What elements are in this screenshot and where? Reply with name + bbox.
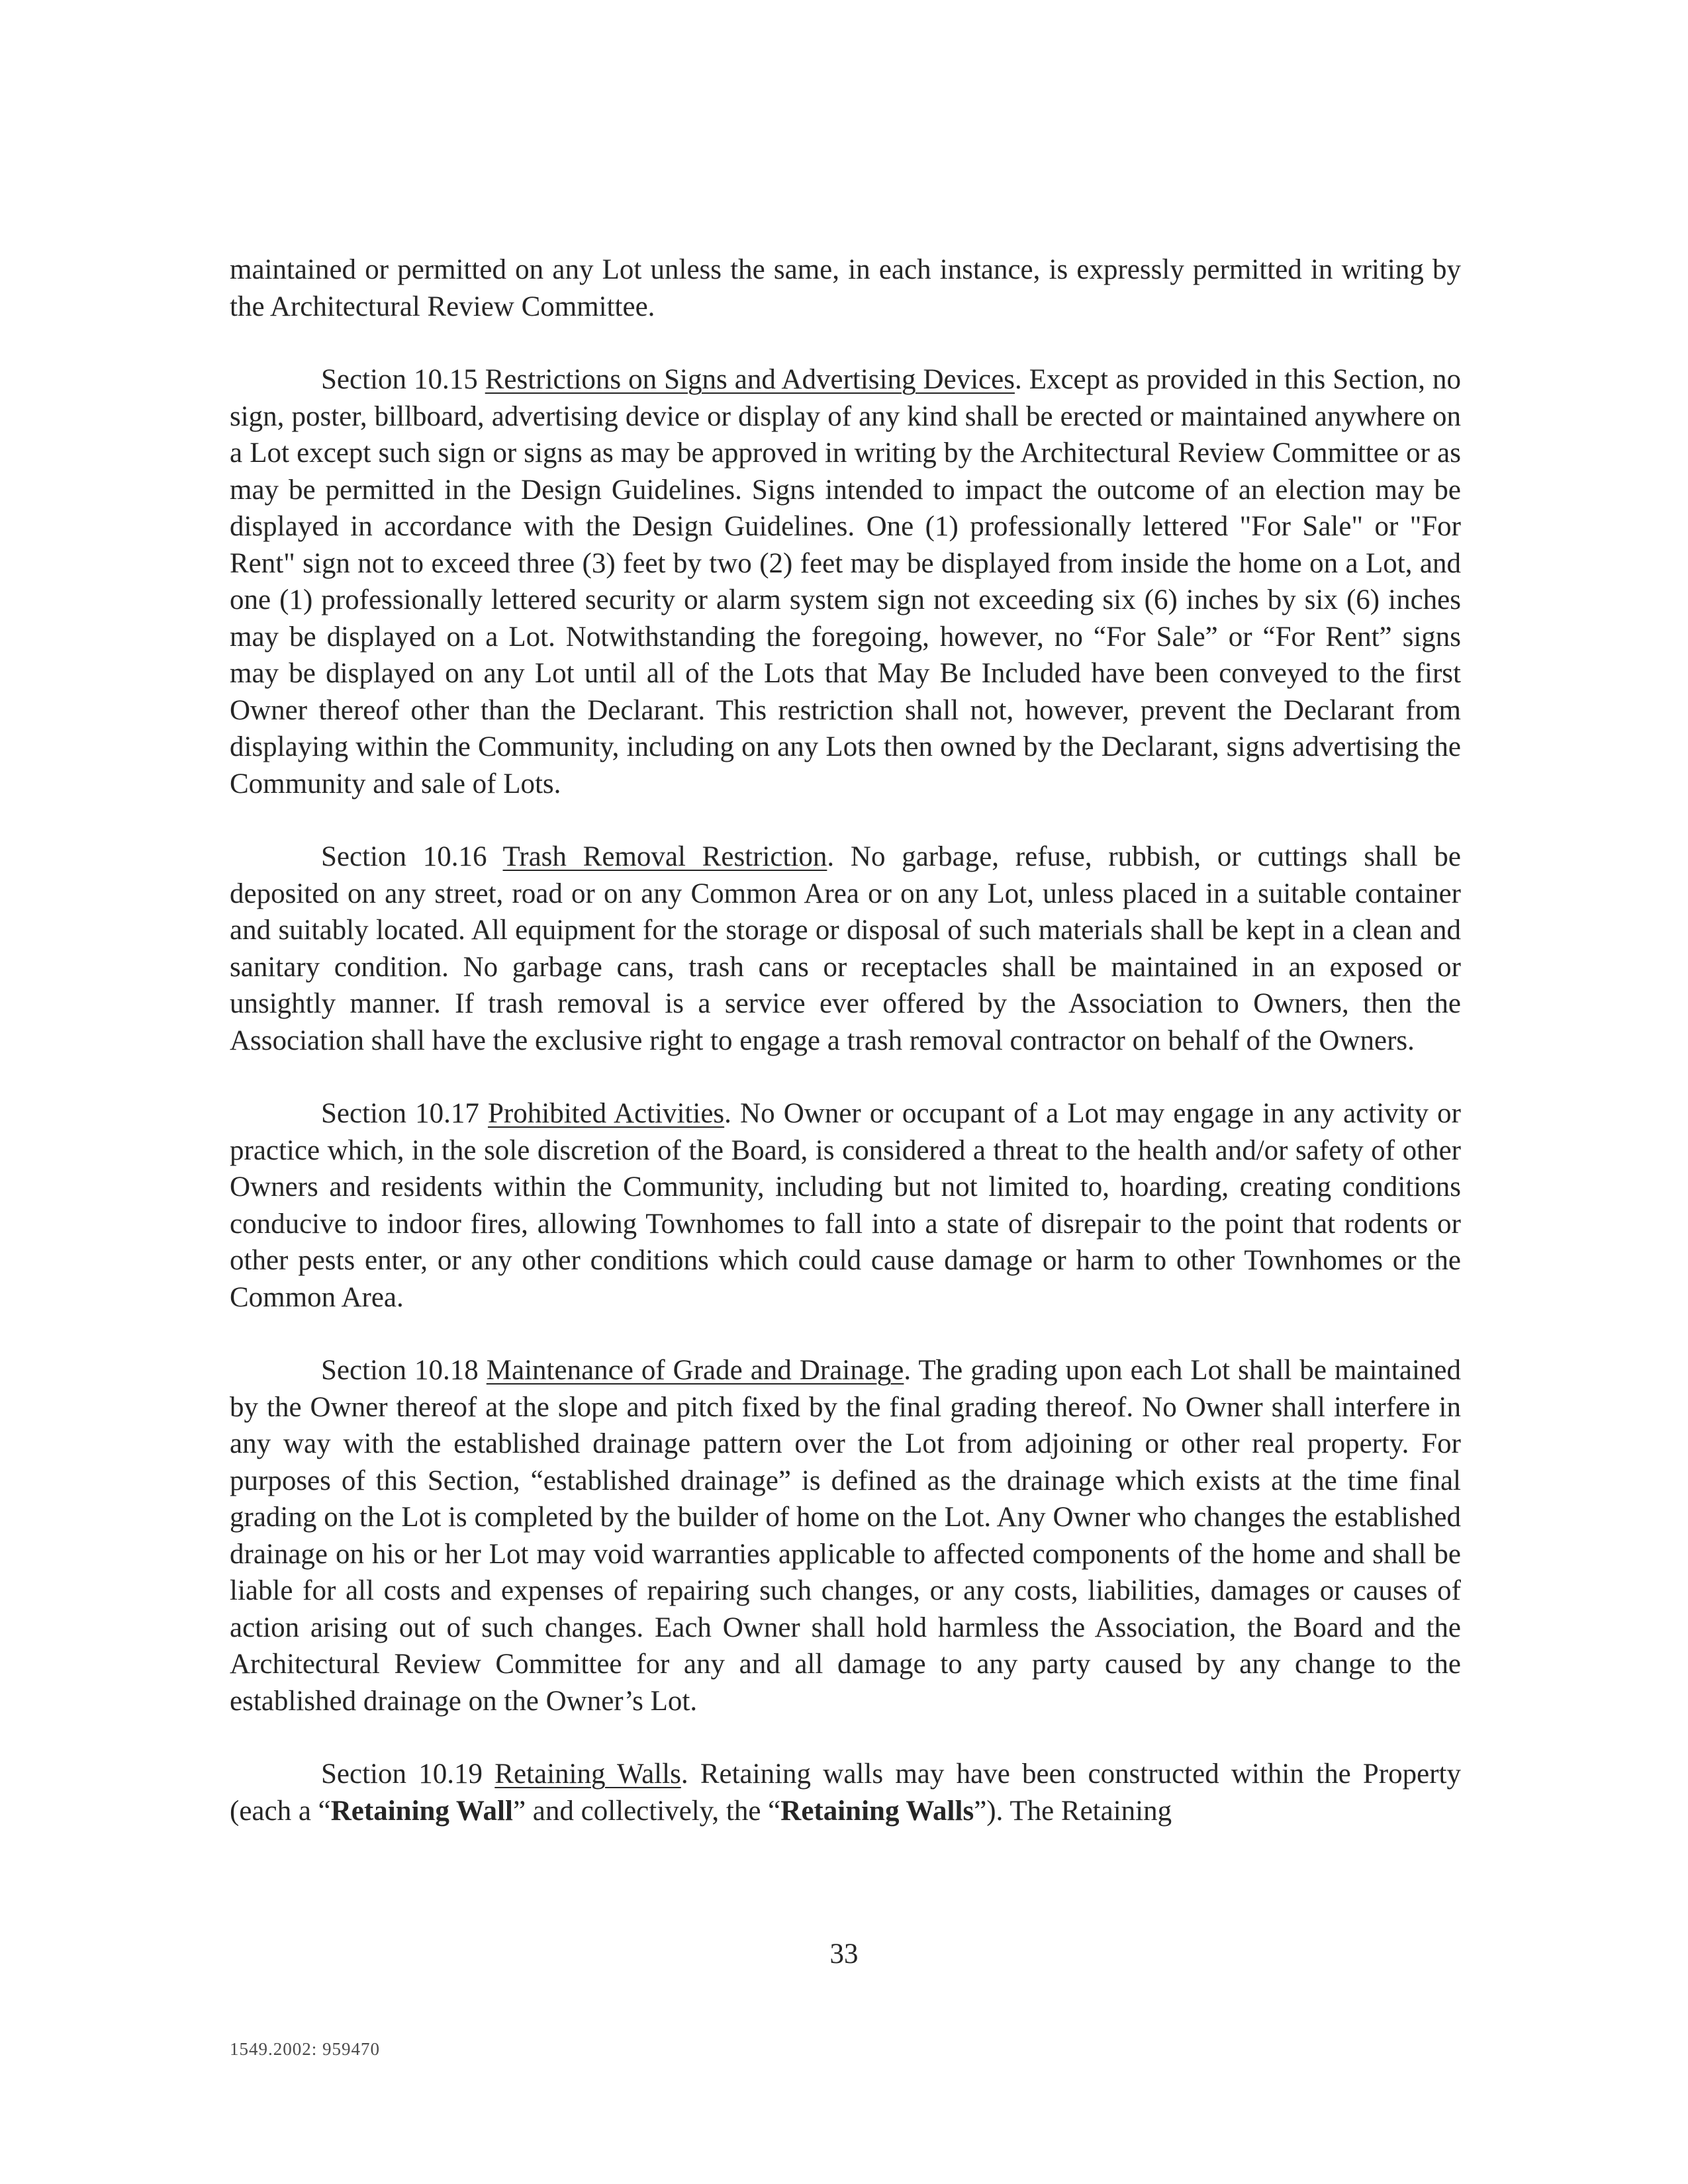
section-body: . No Owner or occupant of a Lot may engage in any activity or practice which, in the sole discretion of the Board, is considered a threat to the health and/or safety of other Owners and residents within the Community, including but not limited to, hoarding, creating conditions conducive to indoor fires, allowing Townhomes to fall into a state of disrepair to the point that rodents or other pests enter, or any other conditions which could cause damage or harm to other Townhomes or the Common Area. — [230, 1098, 1461, 1313]
section-number: Section 10.19 — [321, 1758, 483, 1790]
page-number: 33 — [829, 1938, 859, 1970]
section-number: Section 10.16 — [321, 841, 487, 872]
section-body-middle: ” and collectively, the “ — [512, 1795, 781, 1827]
continuation-text: maintained or permitted on any Lot unless the same, in each instance, is expressly permitted in writing by the Architectural Review Committee. — [230, 254, 1461, 322]
defined-term-retaining-wall: Retaining Wall — [330, 1795, 513, 1827]
page-body — [230, 251, 1461, 1829]
document-id-footer: 1549.2002: 959470 — [230, 2039, 381, 2059]
section-heading: Retaining Walls — [494, 1758, 681, 1790]
section-number: Section 10.15 — [321, 364, 478, 395]
section-body: . The grading upon each Lot shall be maintained by the Owner thereof at the slope and pitch fixed by the final grading thereof. No Owner shall interfere in any way with the established drainage pattern over the Lot from adjoining or other real property. For purposes of this Section, “established drainage” is defined as the drainage which exists at the time final grading on the Lot is completed by the builder of home on the Lot. Any Owner who changes the established drainage on his or her Lot may void warranties applicable to affected components of the home and shall be liable for all costs and expenses of repairing such changes, or any costs, liabilities, damages or causes of action arising out of such changes. Each Owner shall hold harmless the Association, the Board and the Architectural Review Committee for any and all damage to any party caused by any change to the established drainage on the Owner’s Lot. — [230, 1355, 1461, 1717]
section-10-15 — [230, 361, 1461, 802]
section-10-18 — [230, 1352, 1461, 1719]
section-heading: Prohibited Activities — [488, 1098, 725, 1129]
section-number: Section 10.18 — [321, 1355, 479, 1386]
section-body-before: . Retaining walls may have been constructed within the Property (each a “ — [230, 1758, 1461, 1827]
section-10-16 — [230, 839, 1461, 1059]
section-heading: Trash Removal Restriction — [502, 841, 827, 872]
section-heading: Restrictions on Signs and Advertising Devices — [485, 364, 1015, 395]
section-heading: Maintenance of Grade and Drainage — [486, 1355, 904, 1386]
section-body: . No garbage, refuse, rubbish, or cuttings shall be deposited on any street, road or on any Common Area or on any Lot, unless placed in a suitable container and suitably located. All equipment for the storage or disposal of such materials shall be kept in a clean and sanitary condition. No garbage cans, trash cans or receptacles shall be maintained in an exposed or unsightly manner. If trash removal is a service ever offered by the Association to Owners, then the Association shall have the exclusive right to engage a trash removal contractor on behalf of the Owners. — [230, 841, 1461, 1056]
section-body-after: ”). The Retaining — [974, 1795, 1172, 1827]
defined-term-retaining-walls: Retaining Walls — [780, 1795, 974, 1827]
section-10-19 — [230, 1756, 1461, 1829]
section-body: . Except as provided in this Section, no sign, poster, billboard, advertising device or display of any kind shall be erected or maintained anywhere on a Lot except such sign or signs as may be approved in writing by the Architectural Review Committee or as may be permitted in the Design Guidelines. Signs intended to impact the outcome of an election may be displayed in accordance with the Design Guidelines. One (1) professionally lettered "For Sale" or "For Rent" sign not to exceed three (3) feet by two (2) feet may be displayed from inside the home on a Lot, and one (1) professionally lettered security or alarm system sign not exceeding six (6) inches by six (6) inches may be displayed on a Lot. Notwithstanding the foregoing, however, no “For Sale” or “For Rent” signs may be displayed on any Lot until all of the Lots that May Be Included have been conveyed to the first Owner thereof other than the Declarant. This restriction shall not, however, prevent the Declarant from displaying within the Community, including on any Lots then owned by the Declarant, signs advertising the Community and sale of Lots. — [230, 364, 1462, 799]
section-number: Section 10.17 — [321, 1098, 479, 1129]
continuation-paragraph — [230, 251, 1461, 325]
section-10-17 — [230, 1095, 1461, 1316]
